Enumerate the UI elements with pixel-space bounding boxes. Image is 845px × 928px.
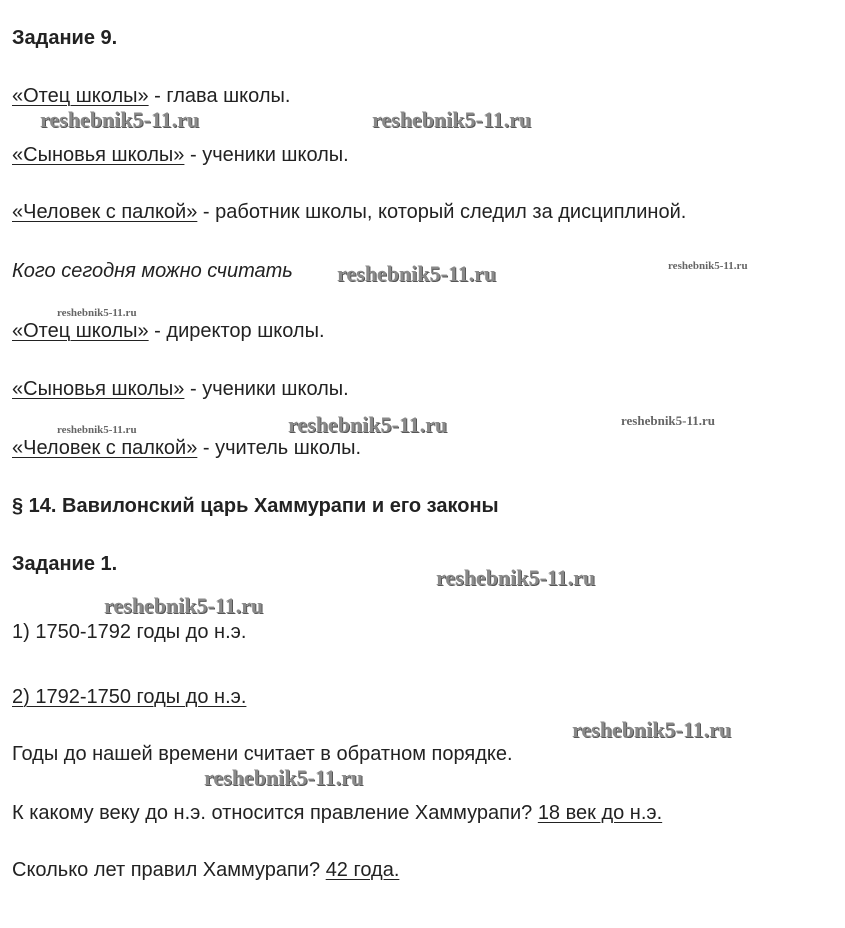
task1-heading: Задание 1. (12, 553, 118, 575)
term: «Человек с палкой» (12, 437, 198, 459)
task9-answer-3 (12, 436, 361, 460)
definition: - директор школы. (148, 320, 325, 342)
term: «Сыновья школы» (12, 144, 185, 166)
term: «Отец школы» (12, 85, 149, 107)
watermark: reshebnik5-11.ru (621, 413, 716, 428)
watermark: reshebnik5-11.ru (57, 307, 137, 319)
task9-item-3 (12, 200, 686, 224)
task9-question: Кого сегодня можно считать (12, 260, 293, 282)
definition: - ученики школы. (184, 144, 349, 166)
task1-option-2: 2) 1792-1750 годы до н.э. (12, 686, 247, 708)
watermark: reshebnik5-11.ru (40, 107, 200, 132)
watermark: reshebnik5-11.ru (104, 593, 264, 618)
task9-answer-1 (12, 319, 325, 343)
task9-heading: Задание 9. (12, 27, 118, 49)
watermark: reshebnik5-11.ru (337, 261, 497, 286)
definition: - глава школы. (148, 85, 291, 107)
task9-item-1 (12, 84, 290, 108)
watermark: reshebnik5-11.ru (372, 107, 532, 132)
task9-answer-2 (12, 377, 349, 401)
question-text: К какому веку до н.э. относится правление Хаммурапи? (12, 802, 538, 824)
task1-note: Годы до нашей времени считает в обратном порядке. (12, 743, 513, 765)
watermark: reshebnik5-11.ru (288, 412, 448, 437)
watermark: reshebnik5-11.ru (204, 765, 364, 790)
answer-text: 18 век до н.э. (537, 802, 663, 824)
definition: - учитель школы. (197, 437, 362, 459)
question-text: Сколько лет правил Хаммурапи? (12, 859, 326, 881)
watermark: reshebnik5-11.ru (668, 260, 748, 272)
watermark: reshebnik5-11.ru (572, 717, 732, 742)
task9-item-2 (12, 143, 349, 167)
task1-option-1: 1) 1750-1792 годы до н.э. (12, 621, 247, 643)
watermark: reshebnik5-11.ru (436, 565, 596, 590)
section-title: § 14. Вавилонский царь Хаммурапи и его законы (12, 495, 499, 517)
task1-question-2 (12, 858, 399, 882)
definition: - работник школы, который следил за дисциплиной. (197, 201, 687, 223)
definition: - ученики школы. (184, 378, 349, 400)
term: «Отец школы» (12, 320, 149, 342)
task1-question-1 (12, 801, 662, 825)
term: «Человек с палкой» (12, 201, 198, 223)
term: «Сыновья школы» (12, 378, 185, 400)
answer-text: 42 года. (325, 859, 400, 881)
watermark: reshebnik5-11.ru (57, 424, 137, 436)
